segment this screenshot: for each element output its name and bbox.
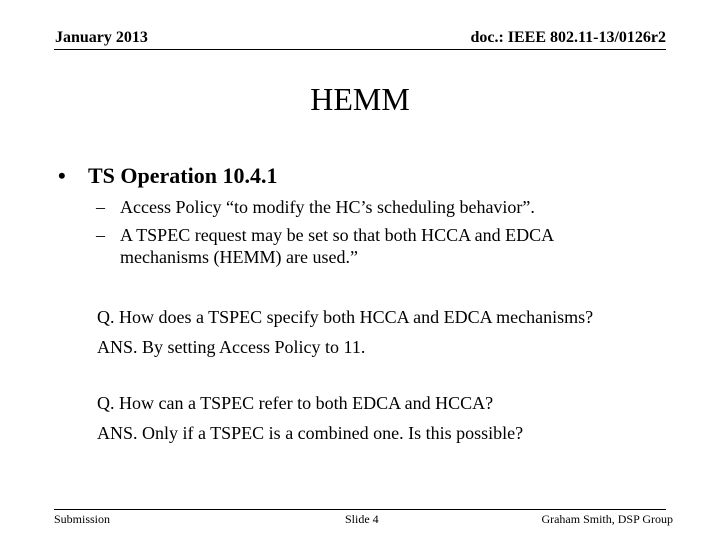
header-divider [54,49,666,50]
answer-1: ANS. By setting Access Policy to 11. [97,337,366,357]
question-2: Q. How can a TSPEC refer to both EDCA and HCCA? [97,393,494,413]
sub-bullet-marker: – [96,197,105,217]
header-date: January 2013 [55,29,148,46]
sub-bullet-text: Access Policy “to modify the HC’s scheduling behavior”. [120,197,535,217]
sub-bullet [96,196,640,218]
sub-bullet-text: A TSPEC request may be set so that both HCCA and EDCA mechanisms (HEMM) are used.” [120,225,554,267]
bullet-marker: • [58,163,66,188]
header-doc-id: doc.: IEEE 802.11-13/0126r2 [470,29,666,46]
footer-slide-number: Slide 4 [345,512,379,526]
sub-bullet [96,224,640,268]
question-1: Q. How does a TSPEC specify both HCCA and EDCA mechanisms? [97,307,594,327]
footer-divider [54,509,666,510]
footer-author: Graham Smith, DSP Group [541,512,673,526]
footer-submission: Submission [54,512,111,526]
sub-bullet-marker: – [96,225,105,245]
slide-title: HEMM [310,81,410,117]
answer-2: ANS. Only if a TSPEC is a combined one. Is this possible? [97,423,524,443]
main-bullet [58,162,277,190]
main-bullet-text: TS Operation 10.4.1 [88,163,278,188]
